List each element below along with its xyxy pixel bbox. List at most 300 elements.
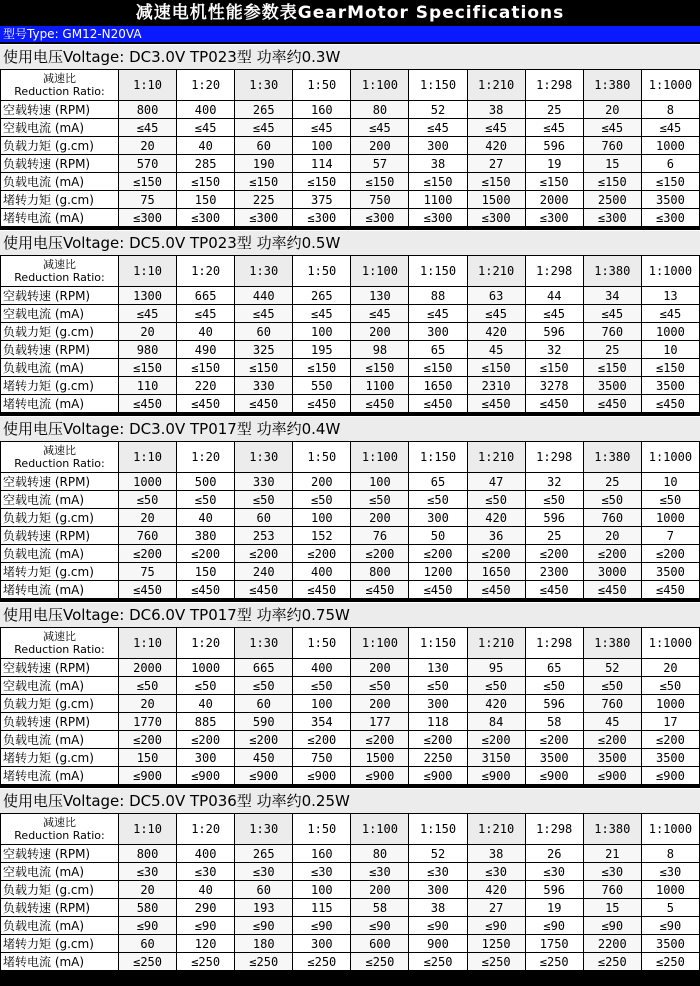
value-cell: 3500 — [641, 377, 699, 395]
row-label: 空载转速 (RPM) — [1, 101, 119, 119]
value-cell: 1250 — [467, 935, 525, 953]
value-cell: 114 — [293, 155, 351, 173]
value-cell: 200 — [351, 323, 409, 341]
section-title: 使用电压Voltage: DC3.0V TP017型 功率约0.4W — [0, 416, 700, 441]
spec-row — [1, 119, 700, 137]
value-cell: 150 — [119, 749, 177, 767]
value-cell: ≤30 — [351, 863, 409, 881]
value-cell: 27 — [467, 899, 525, 917]
value-cell: 19 — [525, 155, 583, 173]
value-cell: 75 — [119, 563, 177, 581]
ratio-cell: 1:150 — [409, 442, 467, 473]
value-cell: 760 — [583, 881, 641, 899]
value-cell: 50 — [409, 527, 467, 545]
value-cell: 590 — [235, 713, 293, 731]
value-cell: 225 — [235, 191, 293, 209]
value-cell: 57 — [351, 155, 409, 173]
ratio-cell: 1:210 — [467, 256, 525, 287]
value-cell: ≤300 — [641, 209, 699, 227]
value-cell: 40 — [177, 137, 235, 155]
value-cell: 253 — [235, 527, 293, 545]
value-cell: 160 — [293, 845, 351, 863]
value-cell: 440 — [235, 287, 293, 305]
value-cell: ≤900 — [641, 767, 699, 785]
ratio-cell: 1:20 — [177, 442, 235, 473]
value-cell: ≤450 — [177, 395, 235, 413]
value-cell: 800 — [351, 563, 409, 581]
spec-table — [0, 627, 700, 785]
value-cell: ≤250 — [351, 953, 409, 971]
ratio-cell: 1:30 — [235, 70, 293, 101]
value-cell: ≤90 — [177, 917, 235, 935]
value-cell: ≤30 — [583, 863, 641, 881]
ratio-cell: 1:30 — [235, 442, 293, 473]
value-cell: ≤200 — [235, 545, 293, 563]
value-cell: ≤300 — [467, 209, 525, 227]
value-cell: 354 — [293, 713, 351, 731]
value-cell: ≤250 — [467, 953, 525, 971]
ratio-cell: 1:150 — [409, 70, 467, 101]
spec-row — [1, 749, 700, 767]
value-cell: ≤250 — [235, 953, 293, 971]
value-cell: 330 — [235, 377, 293, 395]
value-cell: 40 — [177, 881, 235, 899]
value-cell: ≤90 — [525, 917, 583, 935]
value-cell: 130 — [409, 659, 467, 677]
ratio-label — [1, 814, 119, 845]
spec-section — [0, 230, 700, 413]
value-cell: ≤150 — [583, 359, 641, 377]
value-cell: ≤45 — [641, 119, 699, 137]
value-cell: 63 — [467, 287, 525, 305]
value-cell: 375 — [293, 191, 351, 209]
ratio-label-cn: 减速比 — [43, 816, 76, 829]
value-cell: 100 — [293, 881, 351, 899]
value-cell: 118 — [409, 713, 467, 731]
value-cell: 98 — [351, 341, 409, 359]
ratio-label-en: Reduction Ratio: — [14, 85, 105, 98]
value-cell: 3500 — [641, 935, 699, 953]
value-cell: ≤150 — [351, 173, 409, 191]
spec-row — [1, 173, 700, 191]
spec-table — [0, 255, 700, 413]
ratio-label-en: Reduction Ratio: — [14, 643, 105, 656]
value-cell: ≤150 — [293, 173, 351, 191]
value-cell: ≤45 — [119, 119, 177, 137]
value-cell: ≤450 — [583, 581, 641, 599]
value-cell: 1750 — [525, 935, 583, 953]
value-cell: ≤200 — [351, 545, 409, 563]
spec-row — [1, 953, 700, 971]
value-cell: 60 — [235, 881, 293, 899]
value-cell: ≤90 — [409, 917, 467, 935]
value-cell: 200 — [351, 695, 409, 713]
value-cell: 200 — [351, 659, 409, 677]
section-title: 使用电压Voltage: DC5.0V TP023型 功率约0.5W — [0, 230, 700, 255]
ratio-cell: 1:1000 — [641, 814, 699, 845]
value-cell: ≤150 — [641, 359, 699, 377]
value-cell: 885 — [177, 713, 235, 731]
value-cell: ≤150 — [235, 359, 293, 377]
value-cell: 60 — [235, 137, 293, 155]
value-cell: 596 — [525, 509, 583, 527]
value-cell: 110 — [119, 377, 177, 395]
spec-row — [1, 845, 700, 863]
value-cell: 265 — [293, 287, 351, 305]
value-cell: 20 — [641, 659, 699, 677]
value-cell: 3500 — [641, 749, 699, 767]
value-cell: 1000 — [641, 323, 699, 341]
row-label: 负载力矩 (g.cm) — [1, 881, 119, 899]
value-cell: 44 — [525, 287, 583, 305]
value-cell: ≤200 — [293, 545, 351, 563]
value-cell: ≤50 — [119, 491, 177, 509]
spec-row — [1, 863, 700, 881]
ratio-row — [1, 628, 700, 659]
value-cell: 27 — [467, 155, 525, 173]
value-cell: 193 — [235, 899, 293, 917]
value-cell: 490 — [177, 341, 235, 359]
row-label: 负载力矩 (g.cm) — [1, 695, 119, 713]
value-cell: ≤250 — [525, 953, 583, 971]
value-cell: 115 — [293, 899, 351, 917]
value-cell: 750 — [351, 191, 409, 209]
value-cell: 65 — [409, 473, 467, 491]
ratio-cell: 1:50 — [293, 628, 351, 659]
value-cell: ≤30 — [235, 863, 293, 881]
value-cell: ≤30 — [641, 863, 699, 881]
ratio-label — [1, 442, 119, 473]
ratio-cell: 1:380 — [583, 256, 641, 287]
value-cell: 195 — [293, 341, 351, 359]
spec-row — [1, 563, 700, 581]
row-label: 负载转速 (RPM) — [1, 341, 119, 359]
value-cell: ≤200 — [293, 731, 351, 749]
ratio-cell: 1:380 — [583, 628, 641, 659]
value-cell: 2310 — [467, 377, 525, 395]
value-cell: 285 — [177, 155, 235, 173]
spec-row — [1, 731, 700, 749]
value-cell: 330 — [235, 473, 293, 491]
value-cell: 800 — [119, 101, 177, 119]
value-cell: 420 — [467, 695, 525, 713]
value-cell: ≤900 — [467, 767, 525, 785]
value-cell: 300 — [177, 749, 235, 767]
value-cell: ≤90 — [467, 917, 525, 935]
value-cell: 21 — [583, 845, 641, 863]
value-cell: ≤450 — [467, 395, 525, 413]
ratio-cell: 1:100 — [351, 70, 409, 101]
value-cell: ≤200 — [119, 545, 177, 563]
value-cell: 52 — [409, 101, 467, 119]
value-cell: ≤30 — [525, 863, 583, 881]
row-label: 负载电流 (mA) — [1, 917, 119, 935]
row-label: 空载转速 (RPM) — [1, 659, 119, 677]
value-cell: 3500 — [525, 749, 583, 767]
value-cell: 100 — [351, 473, 409, 491]
value-cell: 1500 — [351, 749, 409, 767]
value-cell: ≤45 — [351, 119, 409, 137]
value-cell: 400 — [293, 659, 351, 677]
value-cell: 1500 — [467, 191, 525, 209]
spec-row — [1, 917, 700, 935]
value-cell: ≤150 — [351, 359, 409, 377]
value-cell: 3278 — [525, 377, 583, 395]
value-cell: 10 — [641, 473, 699, 491]
value-cell: 290 — [177, 899, 235, 917]
value-cell: 34 — [583, 287, 641, 305]
ratio-cell: 1:298 — [525, 442, 583, 473]
value-cell: 20 — [119, 695, 177, 713]
ratio-cell: 1:50 — [293, 442, 351, 473]
value-cell: 596 — [525, 323, 583, 341]
section-title: 使用电压Voltage: DC6.0V TP017型 功率约0.75W — [0, 602, 700, 627]
value-cell: 420 — [467, 509, 525, 527]
value-cell: ≤450 — [293, 581, 351, 599]
value-cell: 40 — [177, 323, 235, 341]
row-label: 负载力矩 (g.cm) — [1, 137, 119, 155]
value-cell: 760 — [583, 695, 641, 713]
value-cell: ≤45 — [525, 119, 583, 137]
value-cell: ≤300 — [177, 209, 235, 227]
spec-row — [1, 509, 700, 527]
value-cell: 1000 — [641, 509, 699, 527]
value-cell: ≤450 — [525, 581, 583, 599]
value-cell: 800 — [119, 845, 177, 863]
value-cell: ≤450 — [467, 581, 525, 599]
value-cell: 20 — [119, 137, 177, 155]
value-cell: ≤50 — [351, 491, 409, 509]
value-cell: ≤50 — [409, 677, 467, 695]
ratio-label — [1, 628, 119, 659]
value-cell: 60 — [119, 935, 177, 953]
value-cell: 1200 — [409, 563, 467, 581]
value-cell: ≤50 — [641, 677, 699, 695]
value-cell: ≤50 — [467, 491, 525, 509]
ratio-cell: 1:20 — [177, 256, 235, 287]
spec-row — [1, 473, 700, 491]
spec-sections — [0, 44, 700, 971]
value-cell: 25 — [525, 101, 583, 119]
row-label: 堵转力矩 (g.cm) — [1, 563, 119, 581]
ratio-label-en: Reduction Ratio: — [14, 457, 105, 470]
value-cell: ≤200 — [409, 545, 467, 563]
value-cell: ≤45 — [293, 119, 351, 137]
ratio-cell: 1:380 — [583, 814, 641, 845]
value-cell: ≤150 — [293, 359, 351, 377]
value-cell: ≤300 — [409, 209, 467, 227]
value-cell: ≤150 — [467, 359, 525, 377]
value-cell: 190 — [235, 155, 293, 173]
spec-section — [0, 416, 700, 599]
value-cell: 6 — [641, 155, 699, 173]
ratio-cell: 1:380 — [583, 442, 641, 473]
spec-row — [1, 545, 700, 563]
value-cell: ≤45 — [641, 305, 699, 323]
row-label: 堵转力矩 (g.cm) — [1, 935, 119, 953]
value-cell: ≤200 — [409, 731, 467, 749]
ratio-cell: 1:210 — [467, 814, 525, 845]
ratio-cell: 1:150 — [409, 628, 467, 659]
value-cell: ≤200 — [235, 731, 293, 749]
value-cell: 300 — [409, 509, 467, 527]
value-cell: 1000 — [177, 659, 235, 677]
spec-row — [1, 767, 700, 785]
value-cell: ≤30 — [467, 863, 525, 881]
value-cell: ≤45 — [235, 305, 293, 323]
value-cell: 45 — [467, 341, 525, 359]
value-cell: ≤900 — [119, 767, 177, 785]
row-label: 空载电流 (mA) — [1, 491, 119, 509]
value-cell: 38 — [467, 845, 525, 863]
spec-row — [1, 137, 700, 155]
value-cell: ≤450 — [641, 395, 699, 413]
value-cell: 152 — [293, 527, 351, 545]
value-cell: 1000 — [641, 881, 699, 899]
value-cell: 40 — [177, 509, 235, 527]
value-cell: ≤200 — [177, 545, 235, 563]
spec-row — [1, 287, 700, 305]
value-cell: ≤150 — [119, 173, 177, 191]
value-cell: ≤250 — [583, 953, 641, 971]
value-cell: ≤50 — [467, 677, 525, 695]
value-cell: 200 — [351, 509, 409, 527]
value-cell: ≤50 — [293, 677, 351, 695]
value-cell: 20 — [583, 527, 641, 545]
ratio-cell: 1:1000 — [641, 628, 699, 659]
spec-section — [0, 788, 700, 971]
row-label: 空载电流 (mA) — [1, 863, 119, 881]
value-cell: 100 — [293, 695, 351, 713]
value-cell: 177 — [351, 713, 409, 731]
value-cell: 160 — [293, 101, 351, 119]
value-cell: 10 — [641, 341, 699, 359]
ratio-row — [1, 70, 700, 101]
value-cell: ≤250 — [177, 953, 235, 971]
value-cell: 13 — [641, 287, 699, 305]
value-cell: 180 — [235, 935, 293, 953]
ratio-cell: 1:298 — [525, 70, 583, 101]
value-cell: ≤900 — [525, 767, 583, 785]
value-cell: 200 — [351, 881, 409, 899]
value-cell: ≤45 — [119, 305, 177, 323]
spec-row — [1, 581, 700, 599]
value-cell: ≤200 — [177, 731, 235, 749]
value-cell: ≤90 — [583, 917, 641, 935]
value-cell: ≤45 — [177, 305, 235, 323]
value-cell: 38 — [467, 101, 525, 119]
value-cell: 300 — [409, 881, 467, 899]
value-cell: 420 — [467, 137, 525, 155]
spec-row — [1, 305, 700, 323]
value-cell: 88 — [409, 287, 467, 305]
value-cell: 60 — [235, 695, 293, 713]
value-cell: ≤150 — [467, 173, 525, 191]
value-cell: 665 — [177, 287, 235, 305]
value-cell: ≤50 — [235, 677, 293, 695]
value-cell: ≤45 — [235, 119, 293, 137]
value-cell: ≤150 — [177, 359, 235, 377]
value-cell: 84 — [467, 713, 525, 731]
value-cell: ≤250 — [119, 953, 177, 971]
value-cell: 52 — [583, 659, 641, 677]
row-label: 负载电流 (mA) — [1, 731, 119, 749]
ratio-cell: 1:20 — [177, 628, 235, 659]
value-cell: 8 — [641, 101, 699, 119]
ratio-cell: 1:10 — [119, 442, 177, 473]
value-cell: 760 — [583, 323, 641, 341]
value-cell: 420 — [467, 323, 525, 341]
spec-row — [1, 881, 700, 899]
value-cell: 200 — [351, 137, 409, 155]
value-cell: ≤150 — [409, 173, 467, 191]
value-cell: 1300 — [119, 287, 177, 305]
ratio-cell: 1:1000 — [641, 442, 699, 473]
ratio-cell: 1:10 — [119, 628, 177, 659]
value-cell: ≤450 — [293, 395, 351, 413]
value-cell: ≤900 — [177, 767, 235, 785]
value-cell: 300 — [293, 935, 351, 953]
ratio-cell: 1:100 — [351, 442, 409, 473]
value-cell: ≤450 — [525, 395, 583, 413]
value-cell: ≤200 — [583, 545, 641, 563]
value-cell: ≤300 — [235, 209, 293, 227]
value-cell: 20 — [119, 881, 177, 899]
value-cell: ≤45 — [409, 119, 467, 137]
value-cell: 65 — [525, 659, 583, 677]
value-cell: ≤50 — [235, 491, 293, 509]
spec-row — [1, 899, 700, 917]
value-cell: 25 — [525, 527, 583, 545]
value-cell: 80 — [351, 845, 409, 863]
row-label: 负载力矩 (g.cm) — [1, 323, 119, 341]
value-cell: ≤450 — [235, 581, 293, 599]
value-cell: 95 — [467, 659, 525, 677]
value-cell: 26 — [525, 845, 583, 863]
value-cell: ≤90 — [293, 917, 351, 935]
value-cell: 60 — [235, 323, 293, 341]
value-cell: ≤200 — [583, 731, 641, 749]
ratio-cell: 1:30 — [235, 256, 293, 287]
value-cell: 400 — [177, 845, 235, 863]
value-cell: ≤50 — [119, 677, 177, 695]
value-cell: 596 — [525, 695, 583, 713]
value-cell: 15 — [583, 155, 641, 173]
value-cell: 150 — [177, 191, 235, 209]
value-cell: 7 — [641, 527, 699, 545]
value-cell: 265 — [235, 101, 293, 119]
row-label: 空载转速 (RPM) — [1, 845, 119, 863]
value-cell: ≤45 — [467, 119, 525, 137]
row-label: 堵转力矩 (g.cm) — [1, 191, 119, 209]
ratio-label-cn: 减速比 — [43, 258, 76, 271]
value-cell: 47 — [467, 473, 525, 491]
value-cell: 2250 — [409, 749, 467, 767]
spec-row — [1, 101, 700, 119]
value-cell: 550 — [293, 377, 351, 395]
value-cell: ≤300 — [119, 209, 177, 227]
ratio-cell: 1:210 — [467, 628, 525, 659]
value-cell: 19 — [525, 899, 583, 917]
value-cell: ≤90 — [641, 917, 699, 935]
value-cell: 2500 — [583, 191, 641, 209]
value-cell: 76 — [351, 527, 409, 545]
ratio-cell: 1:100 — [351, 814, 409, 845]
ratio-label — [1, 256, 119, 287]
value-cell: 52 — [409, 845, 467, 863]
value-cell: ≤50 — [177, 491, 235, 509]
value-cell: ≤30 — [409, 863, 467, 881]
